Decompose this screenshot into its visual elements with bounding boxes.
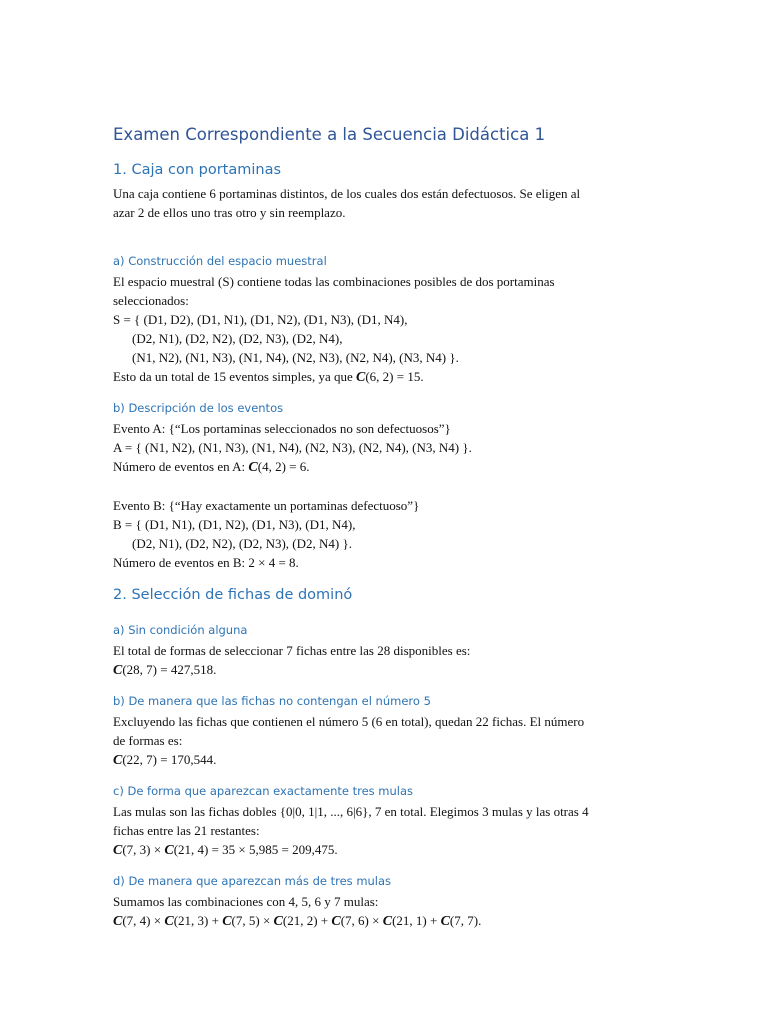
s2-b-formula-value: (22, 7) = 170,544. [122,752,217,767]
total-formula: (6, 2) = 15. [365,369,424,384]
s2-a-formula [113,660,653,680]
combination-symbol: C [113,753,123,768]
formula-part: (21, 1) + [392,913,441,928]
formula-part: (7, 4) × [122,913,165,928]
s2-a-text: El total de formas de seleccionar 7 fichas entre las 28 disponibles es: [113,643,471,658]
sample-space-line-1: S = { (D1, D2), (D1, N1), (D1, N2), (D1, N3), (D1, N4), [113,312,408,327]
s2-d-text: Sumamos las combinaciones con 4, 5, 6 y 7 mulas: [113,894,379,909]
s1-intro-line-1: Una caja contiene 6 portaminas distintos, de los cuales dos están defectuosos. Se eligen al [113,186,581,201]
formula-part: (7, 7). [449,913,482,928]
sample-space-line-2: (D2, N1), (D2, N2), (D2, N3), (D2, N4), [132,331,343,346]
combination-symbol: C [331,914,341,929]
event-a-set: A = { (N1, N2), (N1, N3), (N1, N4), (N2, N3), (N2, N4), (N3, N4) }. [113,440,472,455]
s1-intro-line-2: azar 2 de ellos uno tras otro y sin reemplazo. [113,205,346,220]
sample-space-total [113,367,653,387]
s1-a-text-1: El espacio muestral (S) contiene todas las combinaciones posibles de dos portaminas [113,274,555,289]
combination-symbol: C [222,914,232,929]
sample-space-line-3: (N1, N2), (N1, N3), (N1, N4), (N2, N3), (N2, N4), (N3, N4) }. [132,350,459,365]
combination-symbol: C [355,370,366,385]
s2-d-heading: d) De manera que aparezcan más de tres mulas [113,874,392,888]
combination-symbol: C [164,843,174,858]
event-b-set-line-1: B = { (D1, N1), (D1, N2), (D1, N3), (D1, N4), [113,517,356,532]
formula-part: (7, 6) × [340,913,383,928]
s2-c-text-1: Las mulas son las fichas dobles {0|0, 1|1, ..., 6|6}, 7 en total. Elegimos 3 mulas y las otras 4 [113,804,589,819]
s2-b-text-1: Excluyendo las fichas que contienen el número 5 (6 en total), quedan 22 fichas. El número [113,714,585,729]
formula-part: (21, 3) + [173,913,223,928]
s2-a-formula-value: (28, 7) = 427,518. [122,662,217,677]
combination-symbol: C [164,914,174,929]
event-b-description: Evento B: {“Hay exactamente un portaminas defectuoso”} [113,498,420,513]
s2-b-formula [113,750,653,770]
combination-symbol: C [248,460,258,475]
formula-part: (21, 2) + [282,913,332,928]
s2-d-formula [113,911,653,931]
document-title: Examen Correspondiente a la Secuencia Didáctica 1 [113,125,546,144]
s1-b-heading: b) Descripción de los eventos [113,401,284,415]
event-a-description: Evento A: {“Los portaminas seleccionados no son defectuosos”} [113,421,451,436]
s2-b-text-2: de formas es: [113,733,183,748]
combination-symbol: C [273,914,283,929]
s2-c-formula [113,840,653,860]
formula-part: (7, 3) × [122,842,165,857]
combination-symbol: C [113,663,123,678]
s1-a-text-2: seleccionados: [113,293,189,308]
s2-a-heading: a) Sin condición alguna [113,623,248,637]
s2-c-heading: c) De forma que aparezcan exactamente tres mulas [113,784,414,798]
s2-c-text-2: fichas entre las 21 restantes: [113,823,260,838]
combination-symbol: C [440,914,450,929]
formula-part: (7, 5) × [231,913,274,928]
event-b-set-line-2: (D2, N1), (D2, N2), (D2, N3), (D2, N4) }. [132,536,352,551]
event-a-count-formula: (4, 2) = 6. [257,459,310,474]
s2-b-heading: b) De manera que las fichas no contengan el número 5 [113,694,431,708]
total-text: Esto da un total de 15 eventos simples, ya que [113,369,356,384]
combination-symbol: C [382,914,393,929]
event-a-count-text: Número de eventos en A: [113,459,249,474]
section-1-heading: 1. Caja con portaminas [113,162,282,178]
combination-symbol: C [113,914,123,929]
combination-symbol: C [113,843,123,858]
event-a-count [113,457,653,477]
event-b-count: Número de eventos en B: 2 × 4 = 8. [113,555,299,570]
document-page [113,124,653,931]
formula-part: (21, 4) = 35 × 5,985 = 209,475. [173,842,338,857]
s1-a-heading: a) Construcción del espacio muestral [113,254,327,268]
section-2-heading: 2. Selección de fichas de dominó [113,587,353,603]
